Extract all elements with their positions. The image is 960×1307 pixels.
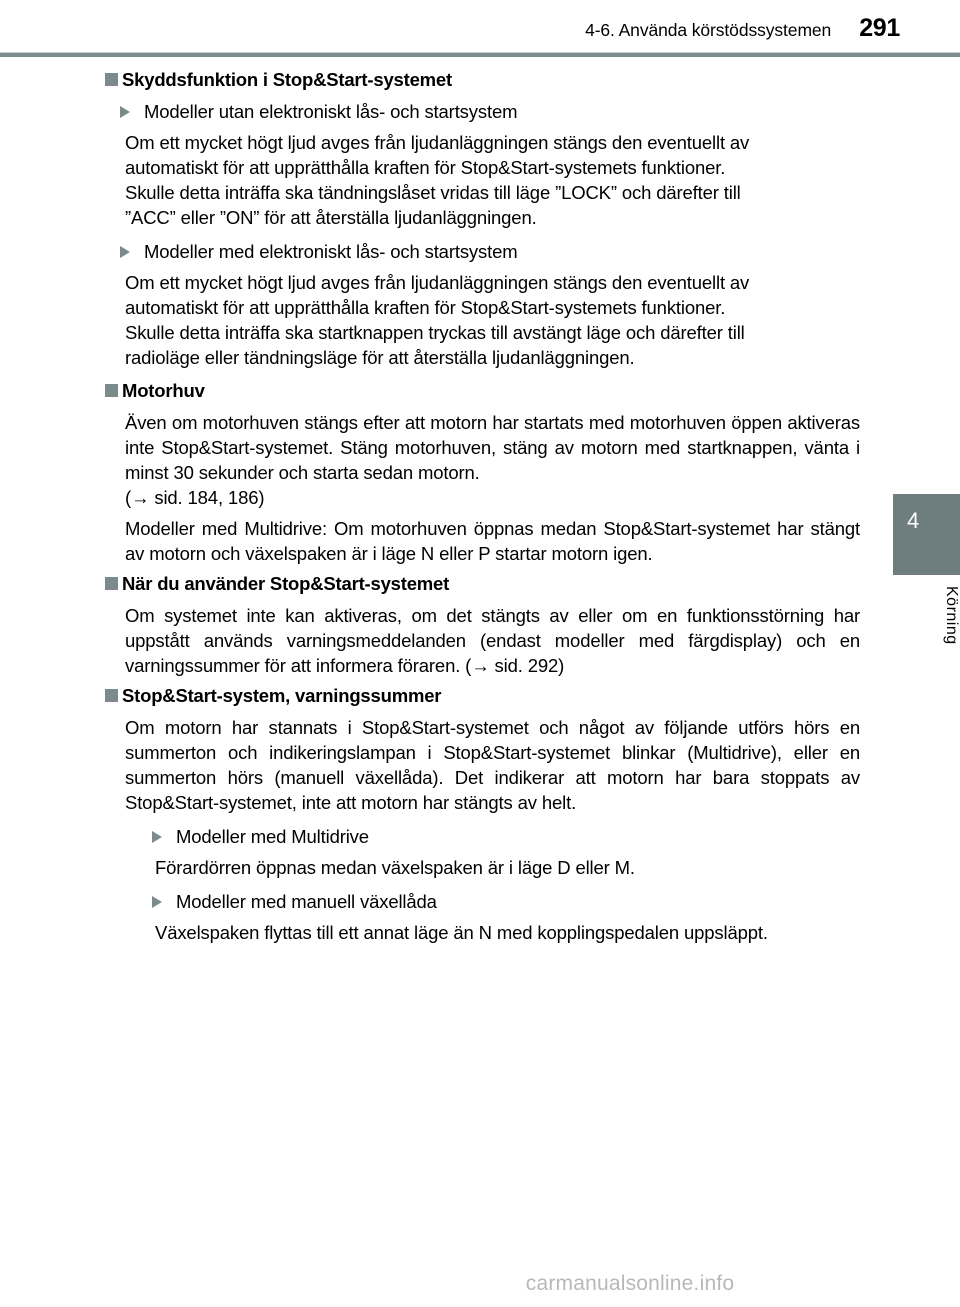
subheading-models-multidrive	[105, 824, 860, 849]
subheading-text: Modeller utan elektroniskt lås- och startsystem	[144, 101, 518, 122]
subheading-models-without-electronic-key	[105, 99, 860, 124]
spacer	[105, 370, 860, 379]
paragraph-nar-du-anvander: Om systemet inte kan aktiveras, om det stängts av eller om en funktionsstörning har uppstått används varningsmeddelanden (endast modeller med färgdisplay) och en varningssummer för att informera föraren. (→ sid. 292)	[125, 605, 860, 676]
triangle-bullet-icon	[120, 246, 140, 258]
subheading-text: Modeller med manuell växellåda	[176, 891, 437, 912]
section-motorhuv	[105, 379, 860, 566]
square-bullet-icon	[105, 577, 118, 590]
page-header	[0, 0, 960, 56]
paragraph-line: Om ett mycket högt ljud avges från ljudanläggningen stängs den eventuellt av	[125, 272, 750, 293]
spacer	[105, 815, 860, 824]
section-heading	[105, 68, 860, 91]
spacer	[105, 880, 860, 889]
section-heading	[105, 379, 860, 402]
header-divider-rule	[0, 52, 960, 57]
chapter-tab-number: 4	[907, 508, 920, 533]
subheading-models-manual-gearbox	[105, 889, 860, 914]
section-heading-text: Motorhuv	[122, 380, 205, 401]
square-bullet-icon	[105, 689, 118, 702]
paragraph-line: automatiskt för att upprätthålla kraften för Stop&Start-systemets funktioner.	[125, 297, 726, 318]
header-content	[585, 14, 900, 43]
section-heading-text: Stop&Start-system, varningssummer	[122, 685, 442, 706]
triangle-bullet-icon	[152, 896, 172, 908]
paragraph-varningssummer: Om motorn har stannats i Stop&Start-systemet och något av följande utförs hörs en summerton och indikeringslampan i Stop&Start-systemet blinkar (Multidrive), eller en summerton hörs (manuell växellåda). Det indikerar att motorn har bara stoppats av Stop&Start-systemet, inte att motorn har stängts av helt.	[125, 717, 860, 813]
section-skyddsfunktion	[105, 68, 860, 370]
square-bullet-icon	[105, 384, 118, 397]
subheading-text: Modeller med Multidrive	[176, 826, 369, 847]
section-varningssummer	[105, 684, 860, 945]
paragraph-line: ”ACC” eller ”ON” för att återställa ljudanläggningen.	[125, 207, 537, 228]
triangle-bullet-icon	[120, 106, 140, 118]
section-heading	[105, 684, 860, 707]
triangle-bullet-icon	[152, 831, 172, 843]
page-reference-184-186: (→ sid. 184, 186)	[125, 487, 265, 508]
section-heading-text: Skyddsfunktion i Stop&Start-systemet	[122, 69, 452, 90]
header-section-title: 4-6. Använda körstödssystemen	[585, 20, 832, 40]
chapter-tab	[893, 494, 960, 575]
spacer	[105, 230, 860, 239]
paragraph-manual-gearbox: Växelspaken flyttas till ett annat läge än N med kopplingspedalen uppsläppt.	[155, 922, 768, 943]
chapter-tab-label: Körning	[943, 586, 960, 645]
paragraph-motorhuv-2: Modeller med Multidrive: Om motorhuven öppnas medan Stop&Start-systemet har stängt av motorn och växelspaken är i läge N eller P startar motorn igen.	[125, 518, 860, 564]
section-heading	[105, 572, 860, 595]
paragraph-line: Skulle detta inträffa ska startknappen tryckas till avstängt läge och därefter till	[125, 322, 745, 343]
header-page-number: 291	[859, 14, 900, 42]
paragraph-line: Om ett mycket högt ljud avges från ljudanläggningen stängs den eventuellt av	[125, 132, 750, 153]
paragraph-motorhuv-1: Även om motorhuven stängs efter att motorn har startats med motorhuven öppen aktiveras inte Stop&Start-systemet. Stäng motorhuven, stäng av motorn med startknappen, vänta i minst 30 sekunder och starta sedan motorn.	[125, 412, 860, 483]
square-bullet-icon	[105, 73, 118, 86]
paragraph-line: radioläge eller tändningsläge för att återställa ljudanläggningen.	[125, 347, 635, 368]
paragraph-multidrive: Förardörren öppnas medan växelspaken är i läge D eller M.	[155, 857, 635, 878]
section-nar-du-anvander	[105, 572, 860, 678]
page-content	[105, 68, 860, 945]
subheading-models-with-electronic-key	[105, 239, 860, 264]
subheading-text: Modeller med elektroniskt lås- och startsystem	[144, 241, 518, 262]
footer-watermark: carmanualsonline.info	[525, 1272, 735, 1295]
section-heading-text: När du använder Stop&Start-systemet	[122, 573, 450, 594]
paragraph-line: automatiskt för att upprätthålla kraften för Stop&Start-systemets funktioner.	[125, 157, 726, 178]
paragraph-line: Skulle detta inträffa ska tändningslåset vridas till läge ”LOCK” och därefter till	[125, 182, 741, 203]
